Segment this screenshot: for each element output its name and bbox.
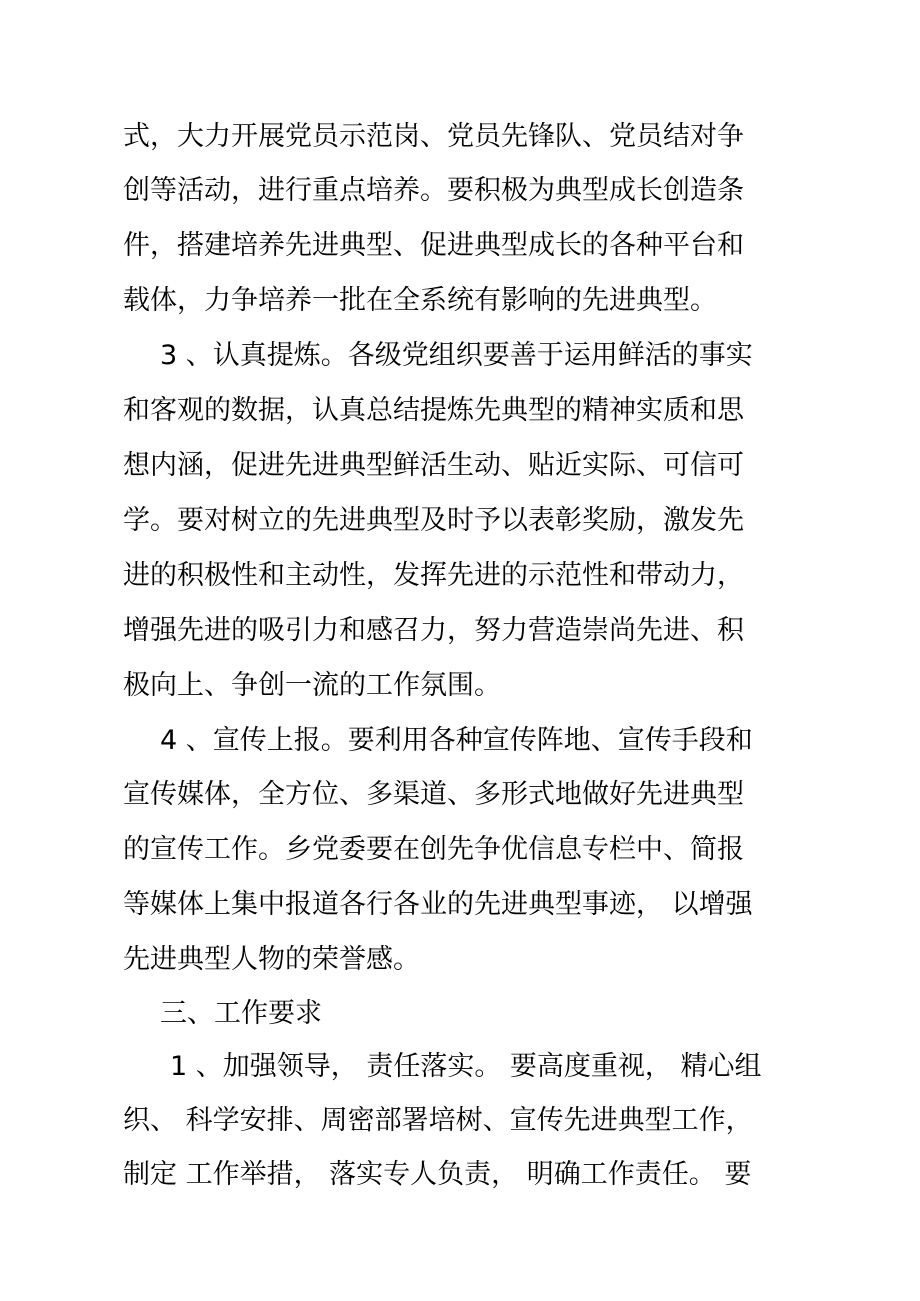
text-line: 和客观的数据，认真总结提炼先典型的精神实质和思: [123, 395, 744, 426]
text-line: 增强先进的吸引力和感召力，努力营造崇尚先进、积: [123, 615, 744, 646]
text-line: 1 、加强领导， 责任落实。 要高度重视， 精心组: [170, 1051, 762, 1082]
text-line: 制定 工作举措， 落实专人负责， 明确工作责任。 要: [123, 1159, 752, 1190]
text-line: 极向上、争创一流的工作氛围。: [123, 670, 501, 701]
text-line: 的宣传工作。乡党委要在创先争优信息专栏中、简报: [123, 834, 744, 865]
text-line: 4 、宣传上报。要利用各种宣传阵地、宣传手段和: [160, 725, 753, 756]
text-line: 先进典型人物的荣誉感。: [123, 944, 420, 975]
text-line: 载体，力争培养一批在全系统有影响的先进典型。: [123, 285, 717, 316]
text-line: 创等活动，进行重点培养。要积极为典型成长创造条: [123, 175, 744, 206]
text-line: 想内涵，促进先进典型鲜活生动、贴近实际、可信可: [123, 450, 744, 481]
text-line: 织、 科学安排、周密部署培树、宣传先进典型工作，: [123, 1105, 753, 1136]
text-line: 等媒体上集中报道各行各业的先进典型事迹， 以增强: [123, 889, 753, 920]
section-heading: 三、工作要求: [160, 998, 322, 1029]
text-line: 进的积极性和主动性，发挥先进的示范性和带动力，: [123, 560, 744, 591]
text-line: 学。要对树立的先进典型及时予以表彰奖励，激发先: [123, 505, 744, 536]
text-line: 宣传媒体，全方位、多渠道、多形式地做好先进典型: [123, 779, 744, 810]
text-line: 件，搭建培养先进典型、促进典型成长的各种平台和: [123, 230, 744, 261]
text-line: 3 、认真提炼。各级党组织要善于运用鲜活的事实: [160, 340, 753, 371]
text-line: 式，大力开展党员示范岗、党员先锋队、党员结对争: [123, 121, 744, 152]
